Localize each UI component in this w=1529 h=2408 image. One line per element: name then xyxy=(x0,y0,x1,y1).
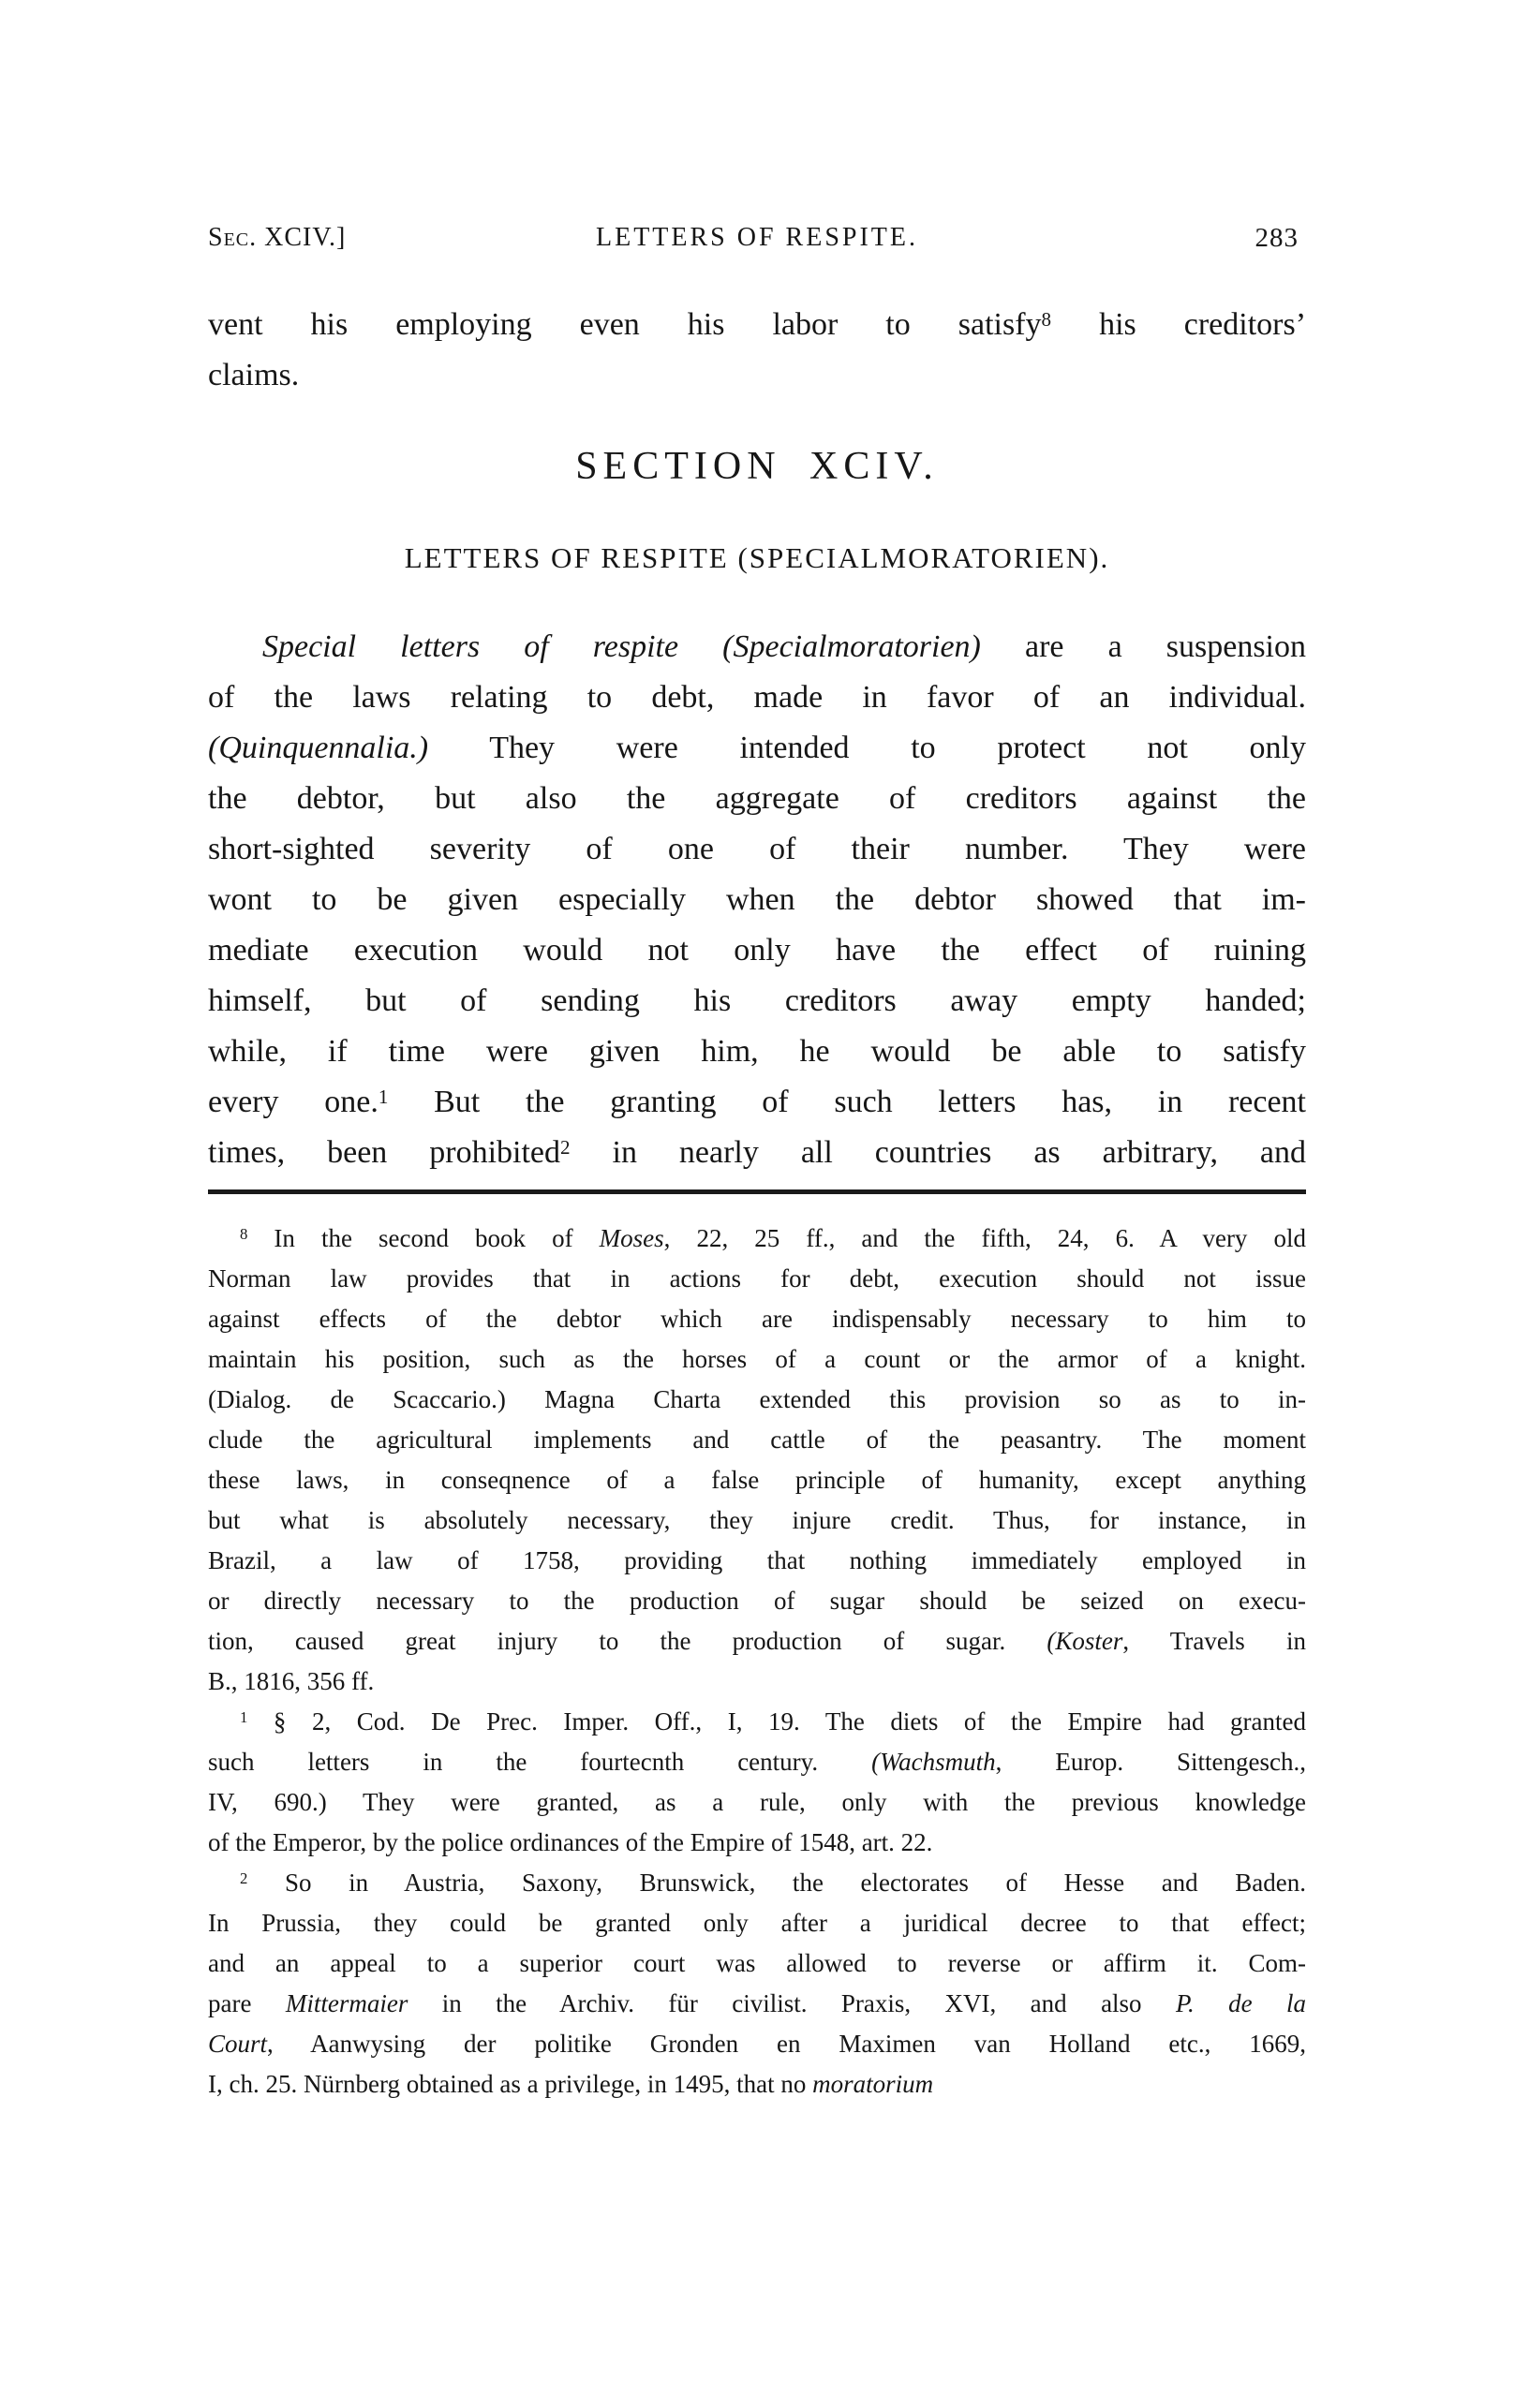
text-line: every one.$^1$ But the granting of such letters has, in recent xyxy=(208,1085,1306,1119)
header-running-title: LETTERS OF RESPITE. xyxy=(595,223,918,252)
text-line: but what is absolutely necessary, they injure credit. Thus, for instance, in xyxy=(208,1506,1306,1534)
footnote-8 xyxy=(208,1219,1306,1702)
footnote-divider-rule xyxy=(208,1189,1306,1194)
text-line: and an appeal to a superior court was allowed to reverse or affirm it. Com- xyxy=(208,1949,1306,1977)
text-line: I, ch. 25. Nürnberg obtained as a privilege, in 1495, that no moratorium xyxy=(208,2070,934,2098)
text-line: $^8$ In the second book of Moses, 22, 25 ff., and the fifth, 24, 6. A very old xyxy=(240,1224,1306,1252)
text-line: clude the agricultural implements and cattle of the peasantry. The moment xyxy=(208,1426,1306,1454)
section-heading: SECTION XCIV. xyxy=(575,445,939,488)
text-line: B., 1816, 356 ff. xyxy=(208,1667,375,1695)
text-line: while, if time were given him, he would be able to satisfy xyxy=(208,1034,1306,1069)
text-line: mediate execution would not only have the effect of ruining xyxy=(208,933,1306,968)
text-line: times, been prohibited$^2$ in nearly all countries as arbitrary, and xyxy=(208,1135,1306,1170)
running-header xyxy=(208,223,1306,260)
text-line: these laws, in conseqnence of a false principle of humanity, except anything xyxy=(208,1466,1306,1494)
header-page-number: 283 xyxy=(1254,223,1299,253)
text-line: $^2$ So in Austria, Saxony, Brunswick, the electorates of Hesse and Baden. xyxy=(240,1869,1306,1897)
footnote-2 xyxy=(208,1863,1306,2105)
header-section-label: Sec. XCIV.] xyxy=(208,223,347,252)
text-line: of the Emperor, by the police ordinances of the Empire of 1548, art. 22. xyxy=(208,1828,933,1856)
text-line: claims. xyxy=(208,358,300,392)
text-line: vent his employing even his labor to satisfy$^8$ his creditors’ xyxy=(208,307,1307,342)
main-paragraph xyxy=(208,622,1306,1178)
text-line: wont to be given especially when the debtor showed that im- xyxy=(208,882,1306,917)
section-subtitle: LETTERS OF RESPITE (SPECIALMORATORIEN). xyxy=(404,541,1110,574)
text-line: $^1$ § 2, Cod. De Prec. Imper. Off., I, 19. The diets of the Empire had granted xyxy=(240,1707,1306,1736)
text-line: or directly necessary to the production of sugar should be seized on execu- xyxy=(208,1587,1306,1615)
text-line: maintain his position, such as the horses of a count or the armor of a knight. xyxy=(208,1345,1306,1373)
text-line: Norman law provides that in actions for debt, execution should not issue xyxy=(208,1264,1306,1293)
footnote-1 xyxy=(208,1702,1306,1863)
text-line: pare Mittermaier in the Archiv. für civilist. Praxis, XVI, and also P. de la xyxy=(208,1989,1306,2017)
text-line: short-sighted severity of one of their number. They were xyxy=(208,832,1306,866)
text-line: In Prussia, they could be granted only after a juridical decree to that effect; xyxy=(208,1909,1306,1937)
text-line: against effects of the debtor which are indispensably necessary to him to xyxy=(208,1305,1306,1333)
text-line: IV, 690.) They were granted, as a rule, only with the previous knowledge xyxy=(208,1788,1306,1816)
text-line: tion, caused great injury to the production of sugar. (Koster, Travels in xyxy=(208,1627,1306,1655)
text-line: Court, Aanwysing der politike Gronden en Maximen van Holland etc., 1669, xyxy=(208,2030,1306,2058)
text-line: such letters in the fourtecnth century. (Wachsmuth, Europ. Sittengesch., xyxy=(208,1748,1307,1776)
text-line: Special letters of respite (Specialmoratorien) are a suspension xyxy=(262,629,1307,664)
text-line: himself, but of sending his creditors away empty handed; xyxy=(208,983,1306,1018)
text-line: of the laws relating to debt, made in favor of an individual. xyxy=(208,680,1306,715)
text-line: (Quinquennalia.) They were intended to protect not only xyxy=(208,731,1306,765)
footnotes-section xyxy=(208,1219,1306,2105)
text-line: Brazil, a law of 1758, providing that nothing immediately employed in xyxy=(208,1546,1306,1574)
text-line: (Dialog. de Scaccario.) Magna Charta extended this provision so as to in- xyxy=(208,1385,1306,1413)
intro-paragraph xyxy=(208,300,1306,401)
text-line: the debtor, but also the aggregate of creditors against the xyxy=(208,781,1306,816)
